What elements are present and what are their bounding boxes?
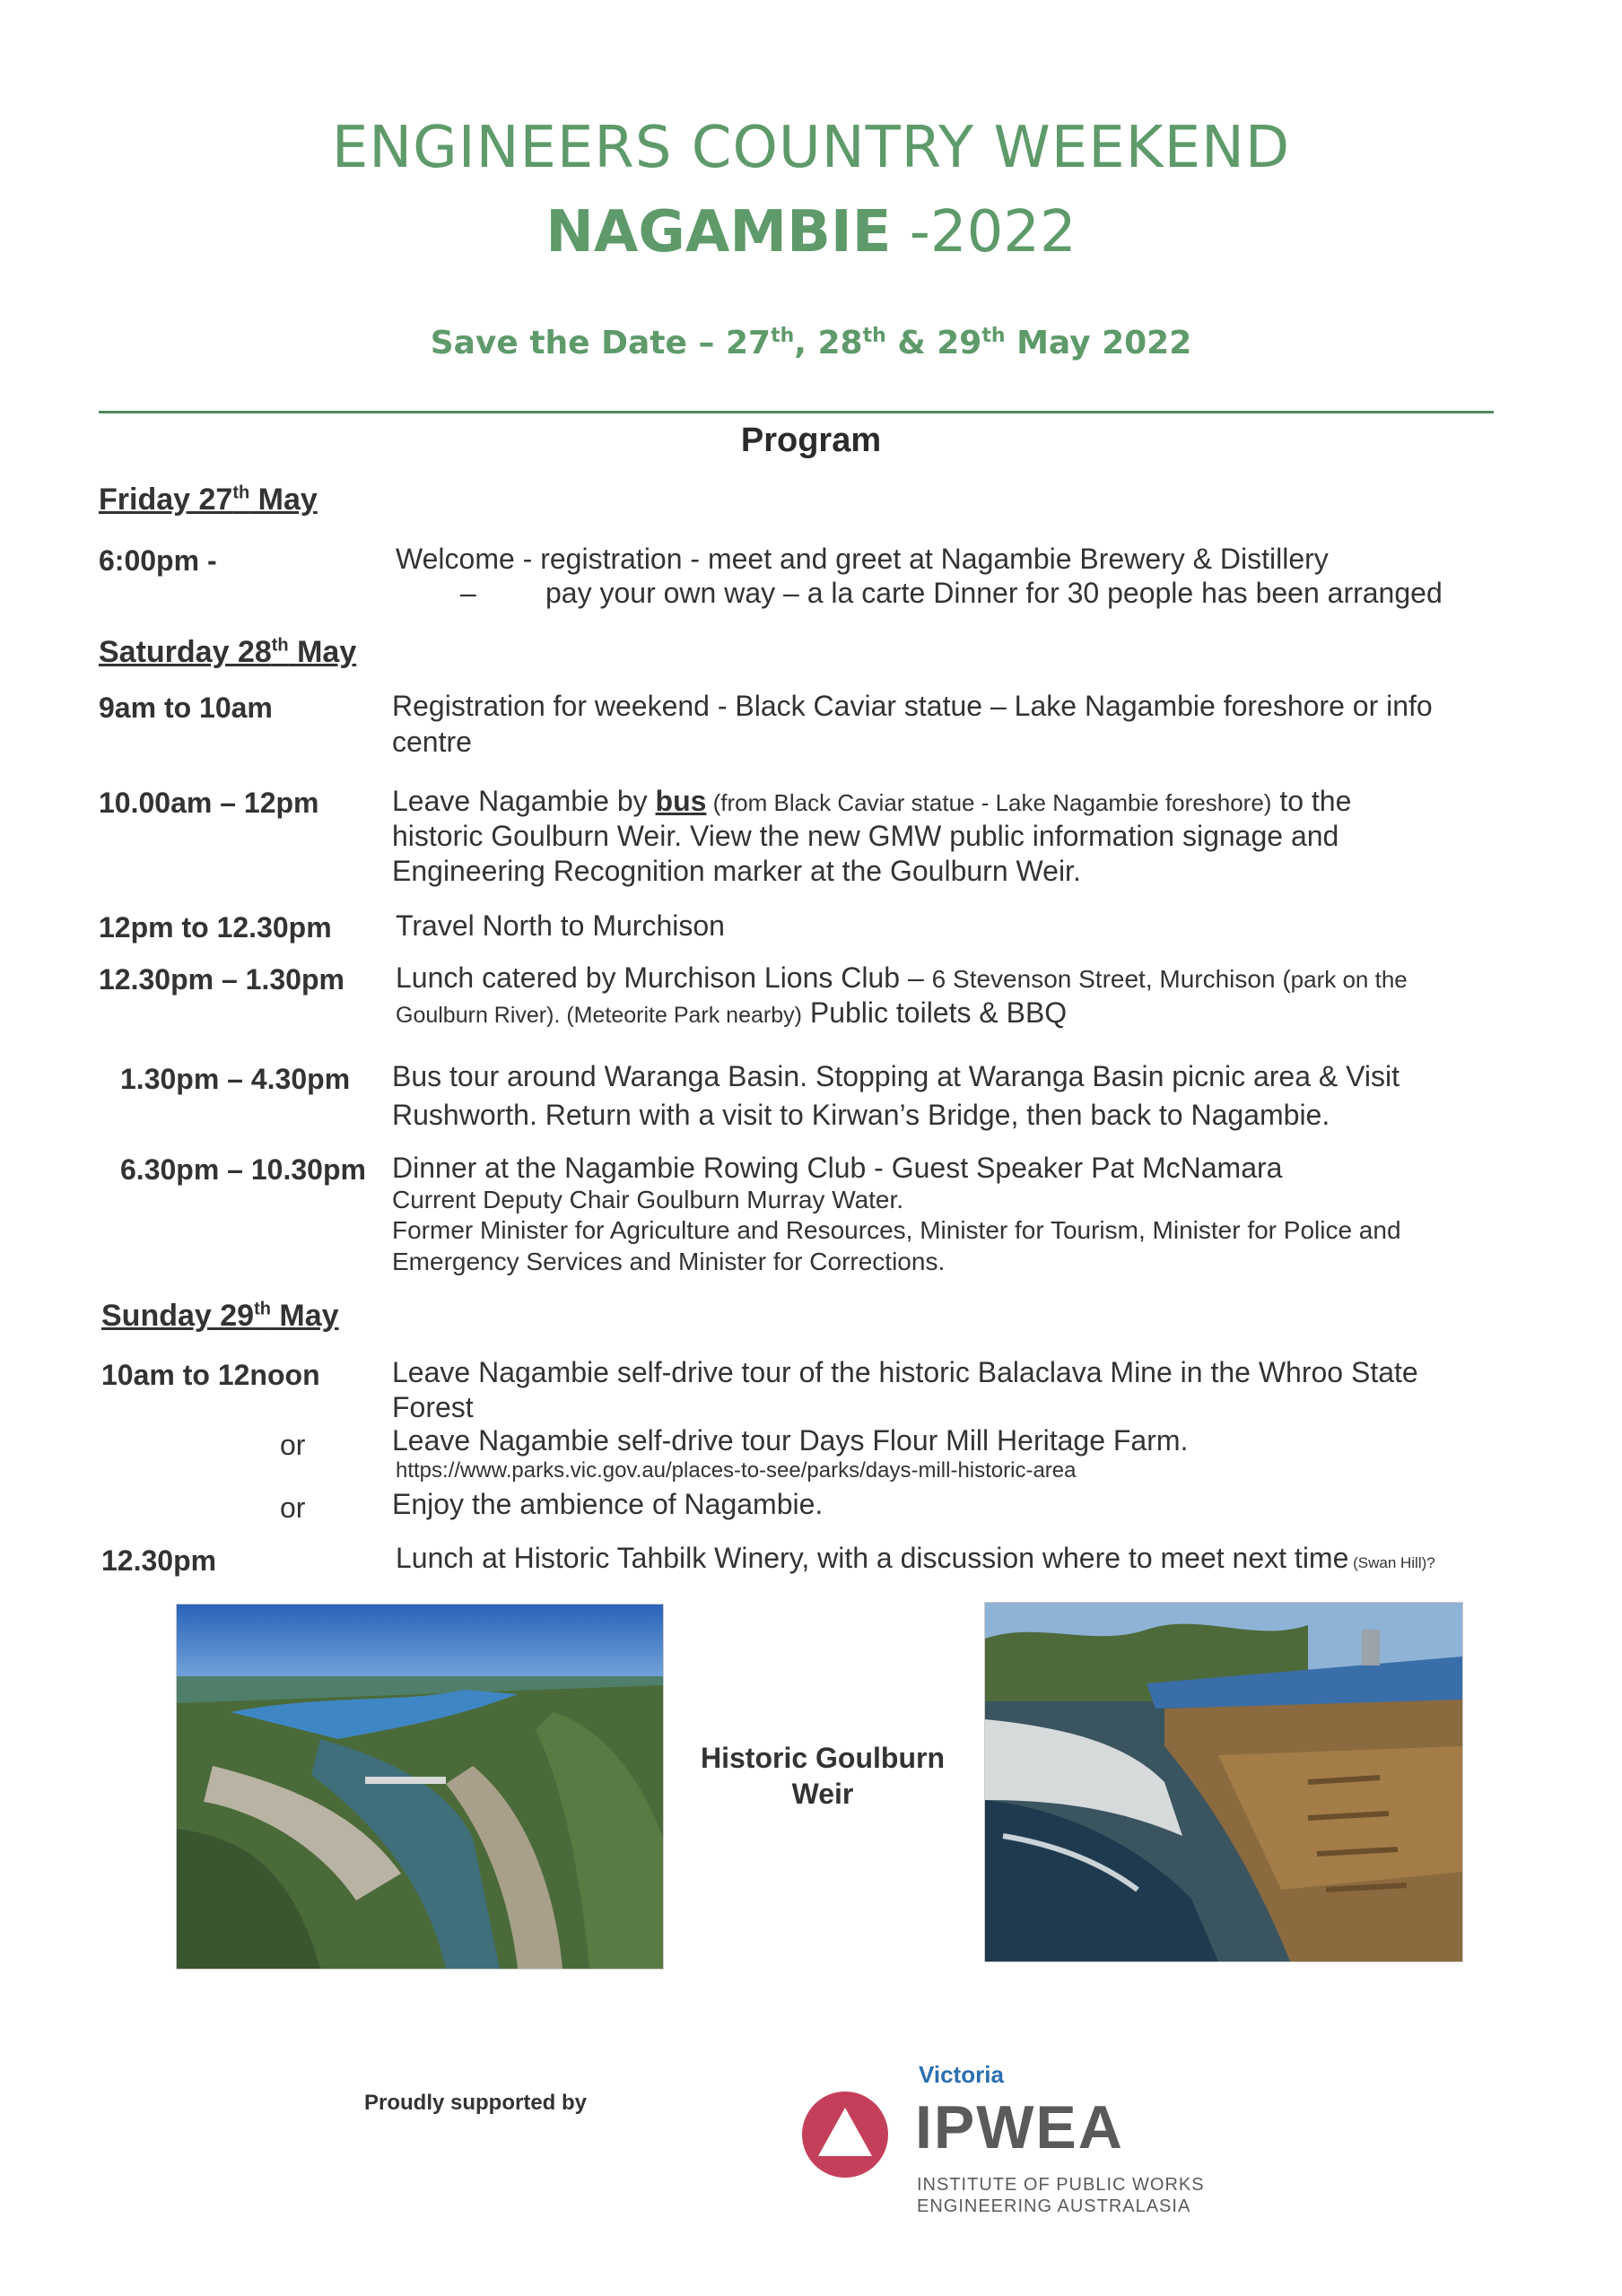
saturday-event-1-line1: Registration for weekend - Black Caviar statue – Lake Nagambie foreshore or info: [392, 690, 1433, 722]
event-4-text-a: Lunch catered by Murchison Lions Club –: [396, 961, 932, 994]
saturday-event-6-line1: Dinner at the Nagambie Rowing Club - Guest Speaker Pat McNamara: [392, 1152, 1283, 1184]
saturday-time-4: 12.30pm – 1.30pm: [99, 963, 344, 996]
caption-line2: Weir: [791, 1778, 854, 1810]
save-mid-2: & 29: [885, 325, 982, 361]
sunday-day: Sunday 29: [101, 1299, 255, 1333]
page-title: ENGINEERS COUNTRY WEEKEND: [331, 115, 1291, 181]
saturday-time-6: 6.30pm – 10.30pm: [120, 1153, 366, 1186]
friday-sup: th: [232, 483, 250, 503]
sunday-month: May: [270, 1299, 339, 1333]
saturday-event-3: Travel North to Murchison: [396, 909, 725, 942]
friday-heading: [99, 483, 318, 517]
saturday-event-4-line2: [396, 996, 1067, 1033]
goulburn-weir-photo: [984, 1602, 1463, 1962]
subtitle-bold: NAGAMBIE: [545, 199, 892, 265]
sunday-event-4: [396, 1541, 1435, 1580]
saturday-event-4-line1: [396, 961, 1408, 997]
ipwea-full-name-line2: ENGINEERING AUSTRALASIA: [917, 2196, 1191, 2216]
photo-caption: [664, 1740, 981, 1812]
save-sup-1: th: [771, 325, 795, 347]
saturday-event-6-line3: Former Minister for Agriculture and Resources, Minister for Tourism, Minister for Police and: [392, 1216, 1401, 1244]
sunday-or-2: or: [280, 1492, 306, 1524]
event-4-small: Goulburn River). (Meteorite Park nearby): [396, 1003, 802, 1028]
sunday-event-3: Enjoy the ambience of Nagambie.: [392, 1488, 824, 1520]
sunday-heading: [101, 1299, 339, 1334]
event-2-text-a: Leave Nagambie by: [392, 785, 656, 817]
save-sup-3: th: [981, 325, 1006, 347]
event-2-text-b: to the: [1271, 785, 1352, 817]
friday-month: May: [249, 483, 318, 517]
save-prefix: Save the Date – 27: [430, 325, 772, 361]
saturday-time-2: 10.00am – 12pm: [99, 787, 319, 819]
saturday-event-5-line2: Rushworth. Return with a visit to Kirwan’s Bridge, then back to Nagambie.: [392, 1099, 1330, 1131]
friday-event-1-line2: pay your own way – a la carte Dinner for 30 people has been arranged: [545, 577, 1443, 609]
event-4-lunch: Lunch at Historic Tahbilk Winery, with a discussion where to meet next time: [396, 1542, 1349, 1574]
event-4-park: park on the: [1290, 966, 1408, 993]
friday-time-1: 6:00pm -: [99, 544, 217, 577]
friday-day: Friday 27: [99, 483, 233, 517]
sunday-event-1-line1: Leave Nagambie self-drive tour of the historic Balaclava Mine in the Whroo State: [392, 1356, 1418, 1388]
sunday-event-1-line2: Forest: [392, 1391, 474, 1423]
caption-line1: Historic Goulburn: [701, 1742, 945, 1774]
ipwea-wordmark: IPWEA: [915, 2093, 1124, 2161]
ipwea-logo-icon: [800, 2090, 890, 2179]
sunday-time-1: 10am to 12noon: [101, 1359, 320, 1391]
saturday-time-5: 1.30pm – 4.30pm: [120, 1063, 351, 1095]
saturday-event-1-line2: centre: [392, 726, 472, 758]
sunday-event-2: Leave Nagambie self-drive tour Days Flour Mill Heritage Farm.: [392, 1424, 1189, 1457]
saturday-heading: [99, 635, 356, 670]
save-suffix: May 2022: [1005, 325, 1192, 361]
friday-event-1-dash: –: [460, 577, 476, 609]
event-4-address: 6 Stevenson Street, Murchison (: [931, 965, 1291, 993]
swan-hill-note: (Swan Hill)?: [1348, 1554, 1435, 1571]
header-divider: [99, 411, 1494, 413]
aerial-weir-photo: [176, 1604, 664, 1970]
program-heading: Program: [740, 422, 882, 459]
saturday-sup: th: [271, 635, 289, 656]
saturday-event-6-line4: Emergency Services and Minister for Corrections.: [392, 1248, 946, 1275]
ipwea-triangle-icon: [800, 2090, 890, 2179]
event-4-toilets: Public toilets & BBQ: [801, 996, 1068, 1029]
saturday-month: May: [288, 635, 357, 669]
aerial-weir-image: [177, 1605, 663, 1969]
event-2-small: (from Black Caviar statue - Lake Nagambie foreshore): [706, 789, 1272, 816]
proudly-supported-by: Proudly supported by: [364, 2091, 588, 2115]
ipwea-victoria: Victoria: [919, 2061, 1004, 2088]
ipwea-full-name-line1: INSTITUTE OF PUBLIC WORKS: [917, 2175, 1205, 2195]
saturday-time-1: 9am to 10am: [99, 691, 273, 724]
sunday-or-1: or: [280, 1429, 306, 1461]
saturday-event-2-line2: historic Goulburn Weir. View the new GMW public information signage and: [392, 820, 1339, 852]
friday-event-1-line1: Welcome - registration - meet and greet at Nagambie Brewery & Distillery: [396, 543, 1329, 575]
saturday-event-5-line1: Bus tour around Waranga Basin. Stopping at Waranga Basin picnic area & Visit: [392, 1060, 1400, 1092]
saturday-event-2-line1: [392, 784, 1351, 821]
days-mill-url[interactable]: https://www.parks.vic.gov.au/places-to-see/parks/days-mill-historic-area: [396, 1458, 1077, 1483]
saturday-event-2-line3: Engineering Recognition marker at the Goulburn Weir.: [392, 855, 1081, 887]
bus-word: bus: [655, 785, 707, 817]
goulburn-weir-image: [985, 1603, 1462, 1961]
sunday-sup: th: [254, 1299, 271, 1319]
saturday-event-6-line2: Current Deputy Chair Goulburn Murray Water.: [392, 1186, 904, 1213]
saturday-day: Saturday 28: [99, 635, 272, 669]
sunday-time-2: 12.30pm: [101, 1544, 217, 1577]
page-subtitle: [0, 199, 1622, 265]
save-the-date: [0, 325, 1622, 361]
save-mid-1: , 28: [794, 325, 863, 361]
subtitle-year: -2022: [909, 199, 1077, 265]
saturday-time-3: 12pm to 12.30pm: [99, 911, 332, 944]
save-sup-2: th: [862, 325, 886, 347]
